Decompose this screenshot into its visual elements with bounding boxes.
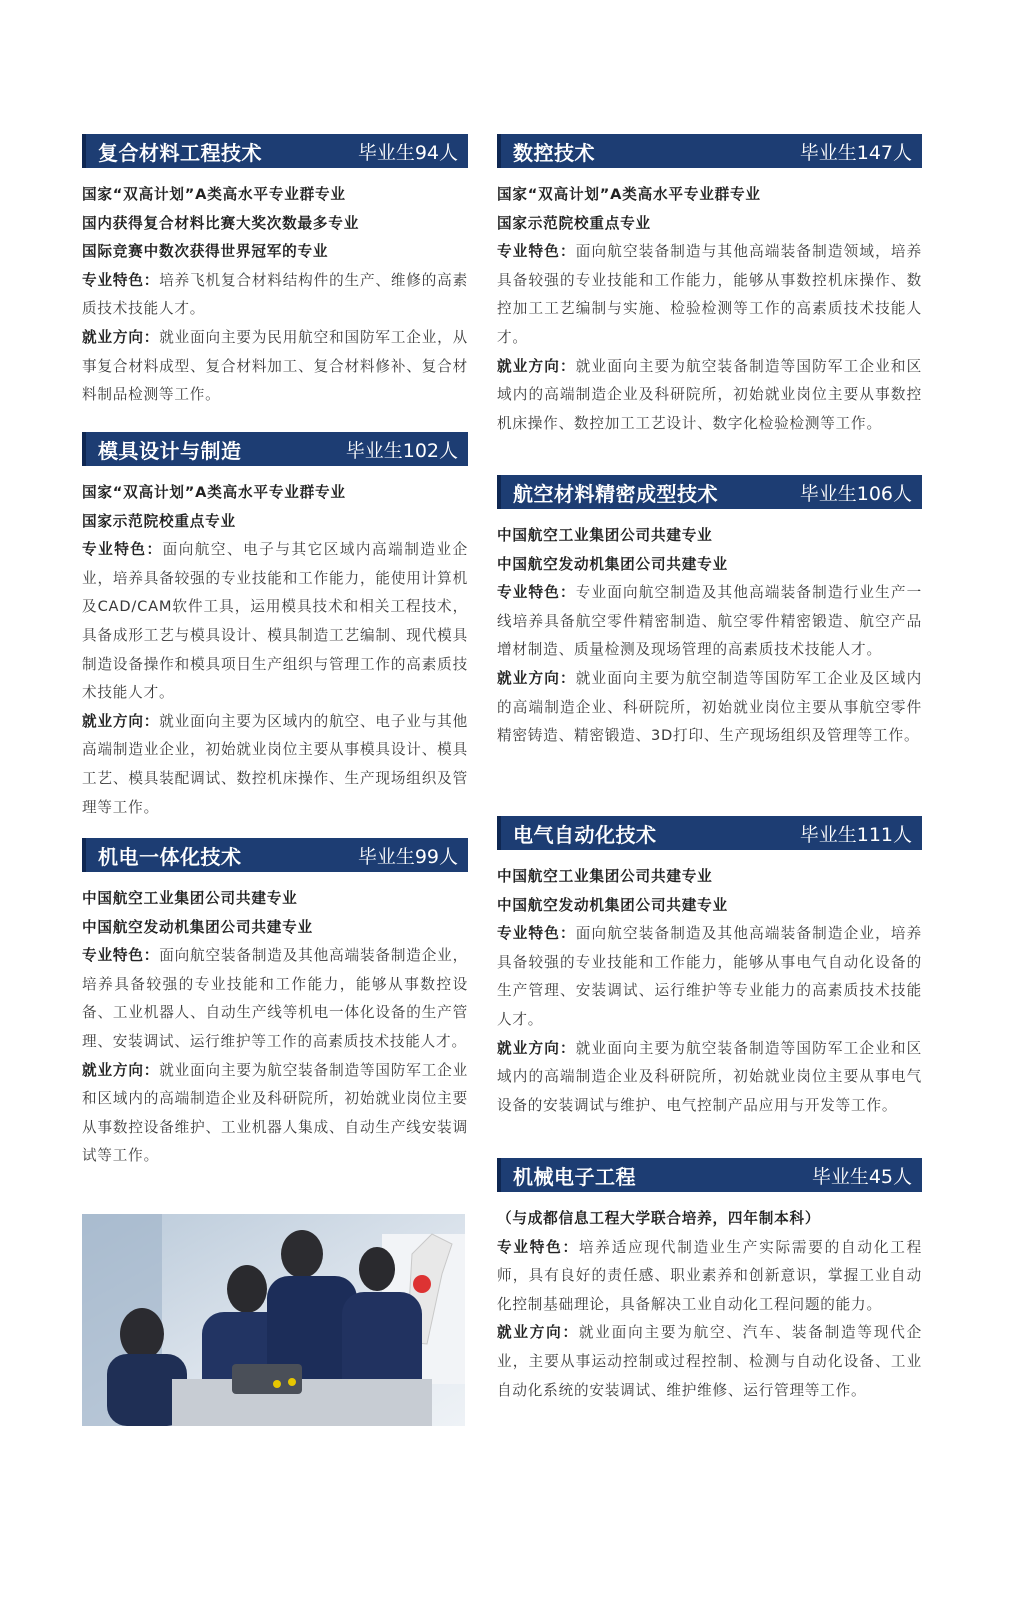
feature-label: 专业特色： <box>82 271 160 289</box>
career-paragraph <box>497 1319 922 1405</box>
career-text: 就业面向主要为航空装备制造等国防军工企业和区域内的高端制造企业及科研院所，初始就业岗位主要从事数控设备维护、工业机器人集成、自动生产线安装调试等工作。 <box>82 1061 468 1165</box>
major-title: 数控技术 <box>513 140 595 165</box>
feature-text: 面向航空装备制造及其他高端装备制造企业，培养具备较强的专业技能和工作能力，能够从事电气自动化设备的生产管理、安装调试、运行维护等专业能力的高素质技术技能人才。 <box>497 925 922 1028</box>
career-label: 就业方向： <box>82 712 160 730</box>
major-title: 模具设计与制造 <box>98 438 242 463</box>
highlight-line: 中国航空发动机集团公司共建专业 <box>497 555 728 573</box>
students-lab-photo <box>82 1214 465 1426</box>
feature-label: 专业特色： <box>497 243 576 261</box>
major-header <box>497 816 922 850</box>
major-section <box>82 432 468 838</box>
career-paragraph <box>497 665 922 751</box>
highlight-line: 国家“双高计划”A类高水平专业群专业 <box>82 186 346 203</box>
major-header <box>497 134 922 168</box>
major-section <box>82 134 468 432</box>
highlight-line: 中国航空工业集团公司共建专业 <box>82 890 298 907</box>
major-body <box>82 872 468 1171</box>
career-paragraph <box>82 708 468 822</box>
feature-paragraph <box>82 536 468 708</box>
highlight-line: 国家示范院校重点专业 <box>497 214 651 232</box>
major-body <box>82 168 468 410</box>
career-text: 就业面向主要为区域内的航空、电子业与其他高端制造业企业，初始就业岗位主要从事模具设计、模具工艺、模具装配调试、数控机床操作、生产现场组织及管理等工作。 <box>82 712 468 816</box>
highlight-line: 国家“双高计划”A类高水平专业群专业 <box>82 484 346 501</box>
major-title: 航空材料精密成型技术 <box>513 481 718 506</box>
highlight-line: （与成都信息工程大学联合培养，四年制本科） <box>497 1210 821 1227</box>
major-section <box>497 475 922 816</box>
feature-paragraph <box>497 920 922 1034</box>
feature-label: 专业特色： <box>82 947 160 965</box>
major-header <box>82 838 468 872</box>
feature-text: 专业面向航空制造及其他高端装备制造行业生产一线培养具备航空零件精密制造、航空零件精密锻造、航空产品增材制造、质量检测及现场管理的高素质技术技能人才。 <box>497 584 922 659</box>
major-section <box>497 134 922 475</box>
highlight-line: 国家示范院校重点专业 <box>82 512 236 530</box>
major-header <box>82 134 468 168</box>
major-body <box>82 466 468 822</box>
graduate-count: 毕业生99人 <box>357 845 458 868</box>
feature-text: 面向航空、电子与其它区域内高端制造业企业，培养具备较强的专业技能和工作能力，能使用计算机及CAD/CAM软件工具，运用模具技术和相关工程技术，具备成形工艺与模具设计、模具制造工艺编制、现代模具制造设备操作和模具项目生产组织与管理工作的高素质技术技能人才。 <box>82 541 468 702</box>
feature-text: 面向航空装备制造与其他高端装备制造领域，培养具备较强的专业技能和工作能力，能够从事数控机床操作、数控加工工艺编制与实施、检验检测等工作的高素质技术技能人才。 <box>497 243 922 346</box>
right-column <box>497 134 922 1405</box>
graduate-count: 毕业生45人 <box>811 1165 912 1188</box>
career-label: 就业方向： <box>497 669 576 687</box>
graduate-count: 毕业生111人 <box>799 823 912 846</box>
highlight-line: 中国航空工业集团公司共建专业 <box>497 527 713 544</box>
feature-paragraph <box>82 267 468 324</box>
feature-paragraph <box>82 942 468 1056</box>
career-paragraph <box>497 353 922 439</box>
feature-paragraph <box>497 579 922 665</box>
major-title: 机电一体化技术 <box>98 844 242 869</box>
major-section <box>82 838 468 1171</box>
career-label: 就业方向： <box>497 1324 579 1342</box>
feature-paragraph <box>497 1234 922 1320</box>
major-title: 复合材料工程技术 <box>98 140 262 165</box>
career-text: 就业面向主要为航空、汽车、装备制造等现代企业，主要从事运动控制或过程控制、检测与自动化设备、工业自动化系统的安装调试、维护维修、运行管理等工作。 <box>497 1324 922 1399</box>
major-section <box>497 1158 922 1405</box>
feature-text: 面向航空装备制造及其他高端装备制造企业，培养具备较强的专业技能和工作能力，能够从事数控设备、工业机器人、自动生产线等机电一体化设备的生产管理、安装调试、运行维护等工作的高素质技术技能人才。 <box>82 947 468 1050</box>
major-header <box>497 475 922 509</box>
major-body <box>497 850 922 1120</box>
feature-text: 培养适应现代制造业生产实际需要的自动化工程师，具有良好的责任感、职业素养和创新意识，掌握工业自动化控制基础理论，具备解决工业自动化工程问题的能力。 <box>497 1238 922 1313</box>
career-text: 就业面向主要为航空装备制造等国防军工企业和区域内的高端制造企业及科研院所，初始就业岗位主要从事电气设备的安装调试与维护、电气控制产品应用与开发等工作。 <box>497 1039 922 1114</box>
career-paragraph <box>82 1057 468 1171</box>
major-title: 电气自动化技术 <box>513 822 657 847</box>
major-header <box>497 1158 922 1192</box>
major-header <box>82 432 468 466</box>
highlight-line: 国内获得复合材料比赛大奖次数最多专业 <box>82 214 360 232</box>
highlight-line: 国家“双高计划”A类高水平专业群专业 <box>497 186 761 203</box>
career-paragraph <box>497 1035 922 1121</box>
feature-label: 专业特色： <box>497 925 576 943</box>
career-text: 就业面向主要为航空装备制造等国防军工企业和区域内的高端制造企业及科研院所，初始就业岗位主要从事数控机床操作、数控加工工艺设计、数字化检验检测等工作。 <box>497 357 922 432</box>
career-label: 就业方向： <box>82 1061 160 1079</box>
feature-label: 专业特色： <box>497 584 576 602</box>
graduate-count: 毕业生106人 <box>799 482 912 505</box>
major-body <box>497 168 922 438</box>
highlight-line: 中国航空工业集团公司共建专业 <box>497 868 713 885</box>
career-label: 就业方向： <box>82 328 160 346</box>
feature-paragraph <box>497 238 922 352</box>
career-label: 就业方向： <box>497 357 576 375</box>
highlight-line: 中国航空发动机集团公司共建专业 <box>497 896 728 914</box>
major-body <box>497 509 922 751</box>
highlight-line: 国际竞赛中数次获得世界冠军的专业 <box>82 243 329 261</box>
graduate-count: 毕业生147人 <box>799 141 912 164</box>
career-paragraph <box>82 324 468 410</box>
feature-label: 专业特色： <box>497 1238 579 1256</box>
major-section <box>497 816 922 1158</box>
major-title: 机械电子工程 <box>513 1164 636 1189</box>
feature-label: 专业特色： <box>82 541 163 559</box>
left-column <box>82 134 468 1171</box>
highlight-line: 中国航空发动机集团公司共建专业 <box>82 918 313 936</box>
career-text: 就业面向主要为民用航空和国防军工企业，从事复合材料成型、复合材料加工、复合材料修补、复合材料制品检测等工作。 <box>82 328 468 404</box>
major-body <box>497 1192 922 1405</box>
career-label: 就业方向： <box>497 1039 576 1057</box>
career-text: 就业面向主要为航空制造等国防军工企业及区域内的高端制造企业、科研院所，初始就业岗位主要从事航空零件精密铸造、精密锻造、3D打印、生产现场组织及管理等工作。 <box>497 669 922 745</box>
photo-illustration <box>82 1214 465 1426</box>
feature-text: 培养飞机复合材料结构件的生产、维修的高素质技术技能人才。 <box>82 271 468 318</box>
graduate-count: 毕业生94人 <box>357 141 458 164</box>
graduate-count: 毕业生102人 <box>345 439 458 462</box>
